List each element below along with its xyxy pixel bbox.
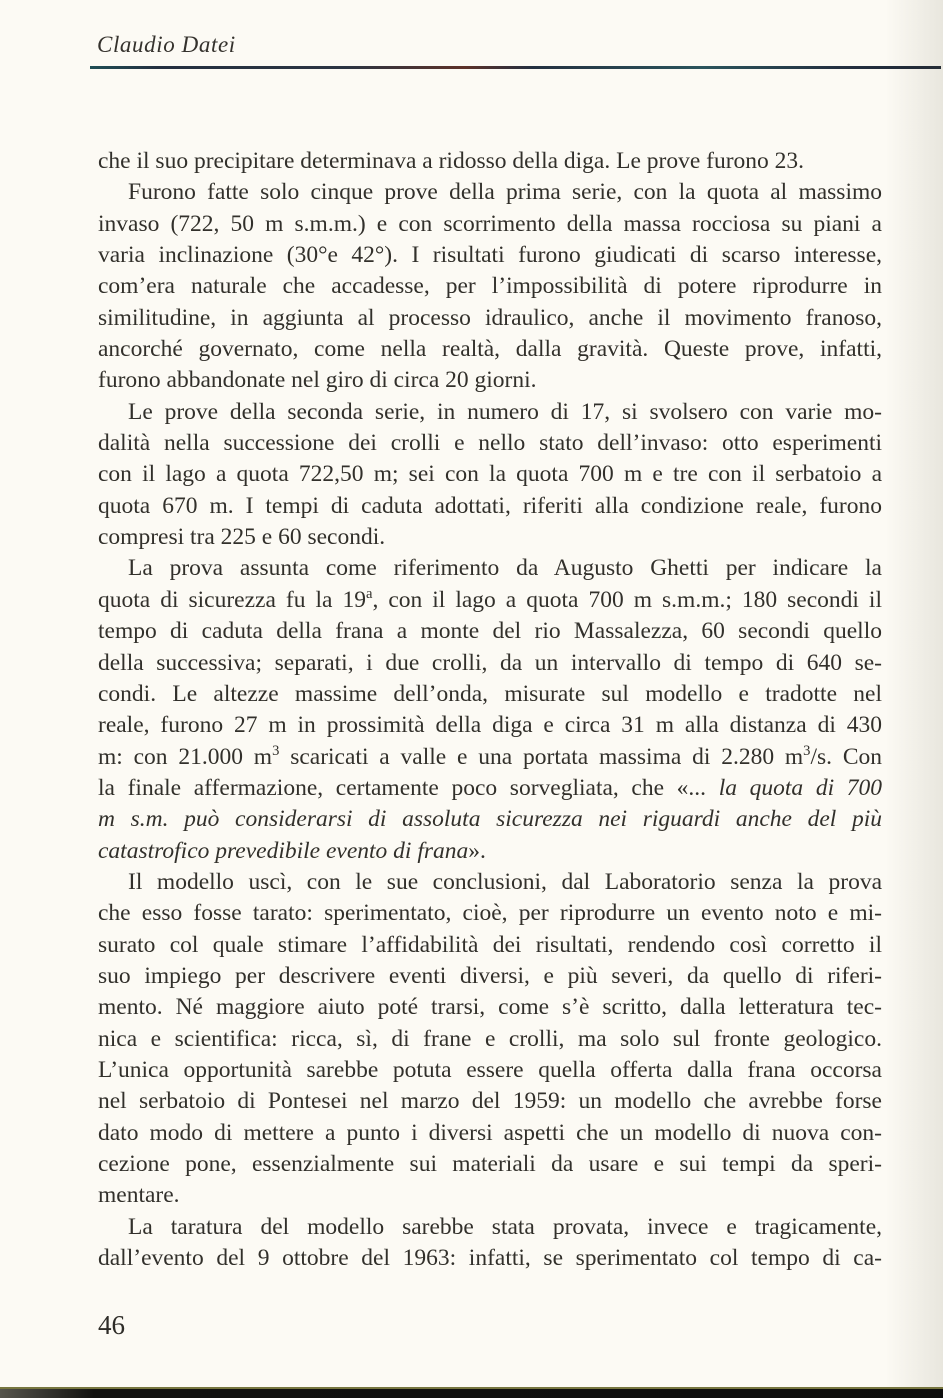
superscript-text: a [365,585,373,602]
quoted-italic-text: la quota di 700 [718,774,882,801]
body-text-segment: com’era naturale che accadesse, per l’impossibilità di potere riprodurre in [98,273,882,300]
text-line [98,146,882,177]
text-line [98,710,882,741]
text-line [98,1180,882,1211]
text-line [98,1149,882,1180]
text-line [98,1024,882,1055]
body-text-segment: similitudine, in aggiunta al processo idraulico, anche il movimento franoso, [98,304,882,331]
text-line [98,836,882,867]
text-line [98,1055,882,1086]
body-text-segment: che il suo precipitare determinava a ridosso della diga. Le prove furono 23. [98,148,805,174]
body-text-segment: mento. Né maggiore aiuto poté trarsi, come s’è scritto, dalla letteratura tec- [98,994,882,1021]
text-line [98,177,882,208]
body-text-segment: suo impiego per descrivere eventi diversi, e più severi, da quello di riferi- [98,962,882,989]
body-text-segment: invaso (722, 50 m s.m.m.) e con scorrimento della massa rocciosa su piani a [98,210,882,237]
body-text-segment: cezione pone, essenzialmente sui materiali da usare e sui tempi da speri- [98,1151,882,1177]
body-text-segment: dalità nella successione dei crolli e nello stato dell’invaso: otto esperimenti [98,430,882,457]
body-text-segment: della successiva; separati, i due crolli, da un intervallo di tempo di 640 se- [98,649,882,676]
text-line [98,1212,882,1243]
body-text-segment: ancorché governato, come nella realtà, dalla gravità. Queste prove, infatti, [98,336,882,363]
body-text-segment: Il modello uscì, con le sue conclusioni, dal Laboratorio senza la prova [128,868,882,895]
text-line [98,522,882,553]
quoted-italic-text: m s.m. può considerarsi di assoluta sicurezza nei riguardi anche del più [98,806,882,833]
header-rule [90,66,941,69]
text-line [98,616,882,647]
text-line [98,648,882,679]
running-header-author: Claudio Datei [97,32,236,57]
text-line [98,271,882,302]
text-line [98,240,882,271]
body-text-segment: L’unica opportunità sarebbe potuta essere quella offerta dalla frana occorsa [98,1056,882,1083]
quoted-italic-text: catastrofico prevedibile evento di frana [98,837,469,864]
text-line [98,930,882,961]
body-text-segment: scaricati a valle e una portata massima di 2.280 m [279,743,804,770]
superscript-text: 3 [803,742,811,759]
body-text-segment: , con il lago a quota 700 m s.m.m.; 180 secondi il [372,586,882,613]
body-text-segment: La taratura del modello sarebbe stata provata, invece e tragicamente, [128,1213,882,1240]
scan-right-shadow [885,0,943,1398]
body-text-segment: quota 670 m. I tempi di caduta adottati, riferiti alla condizione reale, furono [98,492,882,519]
text-line [98,867,882,898]
page-number: 46 [98,1310,125,1340]
body-text-segment: condi. Le altezze massime dell’onda, misurate sul modello e tradotte nel [98,680,882,707]
scan-bottom-edge [0,1387,943,1398]
text-line [98,303,882,334]
body-text-segment: Furono fatte solo cinque prove della prima serie, con la quota al massimo [128,179,882,206]
text-line [98,679,882,710]
text-line [98,553,882,584]
body-text-segment: varia inclinazione (30°e 42°). I risultati furono giudicati di scarso interesse, [98,242,882,269]
text-line [98,334,882,365]
text-line [98,491,882,522]
body-text-segment: mentare. [98,1182,180,1209]
body-text-segment: che esso fosse tarato: sperimentato, cioè, per riprodurre un evento noto e mi- [98,900,882,927]
text-line [98,742,882,773]
body-text-segment: con il lago a quota 722,50 m; sei con la quota 700 m e tre con il serbatoio a [98,461,882,488]
text-line [98,1243,882,1274]
body-text-segment: la finale affermazione, certamente poco sorvegliata, che «... [98,774,719,801]
text-line [98,773,882,804]
body-text-segment: ». [468,837,486,864]
text-line [98,804,882,835]
text-line [98,365,882,396]
text-line [98,1086,882,1117]
body-text-segment: quota di sicurezza fu la 19 [98,586,366,613]
text-line [98,397,882,428]
body-text-segment: Le prove della seconda serie, in numero di 17, si svolsero con varie mo- [128,398,882,425]
text-line [98,459,882,490]
text-line [98,1118,882,1149]
body-text-segment: compresi tra 225 e 60 secondi. [98,524,386,551]
body-text-segment: nel serbatoio di Pontesei nel marzo del 1959: un modello che avrebbe forse [98,1088,882,1115]
text-line [98,428,882,459]
body-text-segment: dall’evento del 9 ottobre del 1963: infatti, se sperimentato col tempo di ca- [98,1245,882,1272]
body-text-segment: /s. Con [810,743,882,770]
superscript-text: 3 [272,742,280,759]
text-line [98,209,882,240]
body-text [98,146,882,1274]
body-text-segment: nica e scientifica: ricca, sì, di frane e crolli, ma solo sul fronte geologico. [98,1025,882,1052]
text-line [98,961,882,992]
body-text-segment: dato modo di mettere a punto i diversi aspetti che un modello di nuova con- [98,1119,882,1146]
text-line [98,992,882,1023]
body-text-segment: reale, furono 27 m in prossimità della diga e circa 31 m alla distanza di 430 [98,712,882,739]
body-text-segment: furono abbandonate nel giro di circa 20 giorni. [98,367,537,394]
body-text-segment: surato col quale stimare l’affidabilità dei risultati, rendendo così corretto il [98,931,882,958]
body-text-segment: La prova assunta come riferimento da Augusto Ghetti per indicare la [128,555,882,582]
body-text-segment: tempo di caduta della frana a monte del rio Massalezza, 60 secondi quello [98,618,882,645]
text-line [98,585,882,616]
body-text-segment: m: con 21.000 m [98,743,273,770]
text-line [98,898,882,929]
